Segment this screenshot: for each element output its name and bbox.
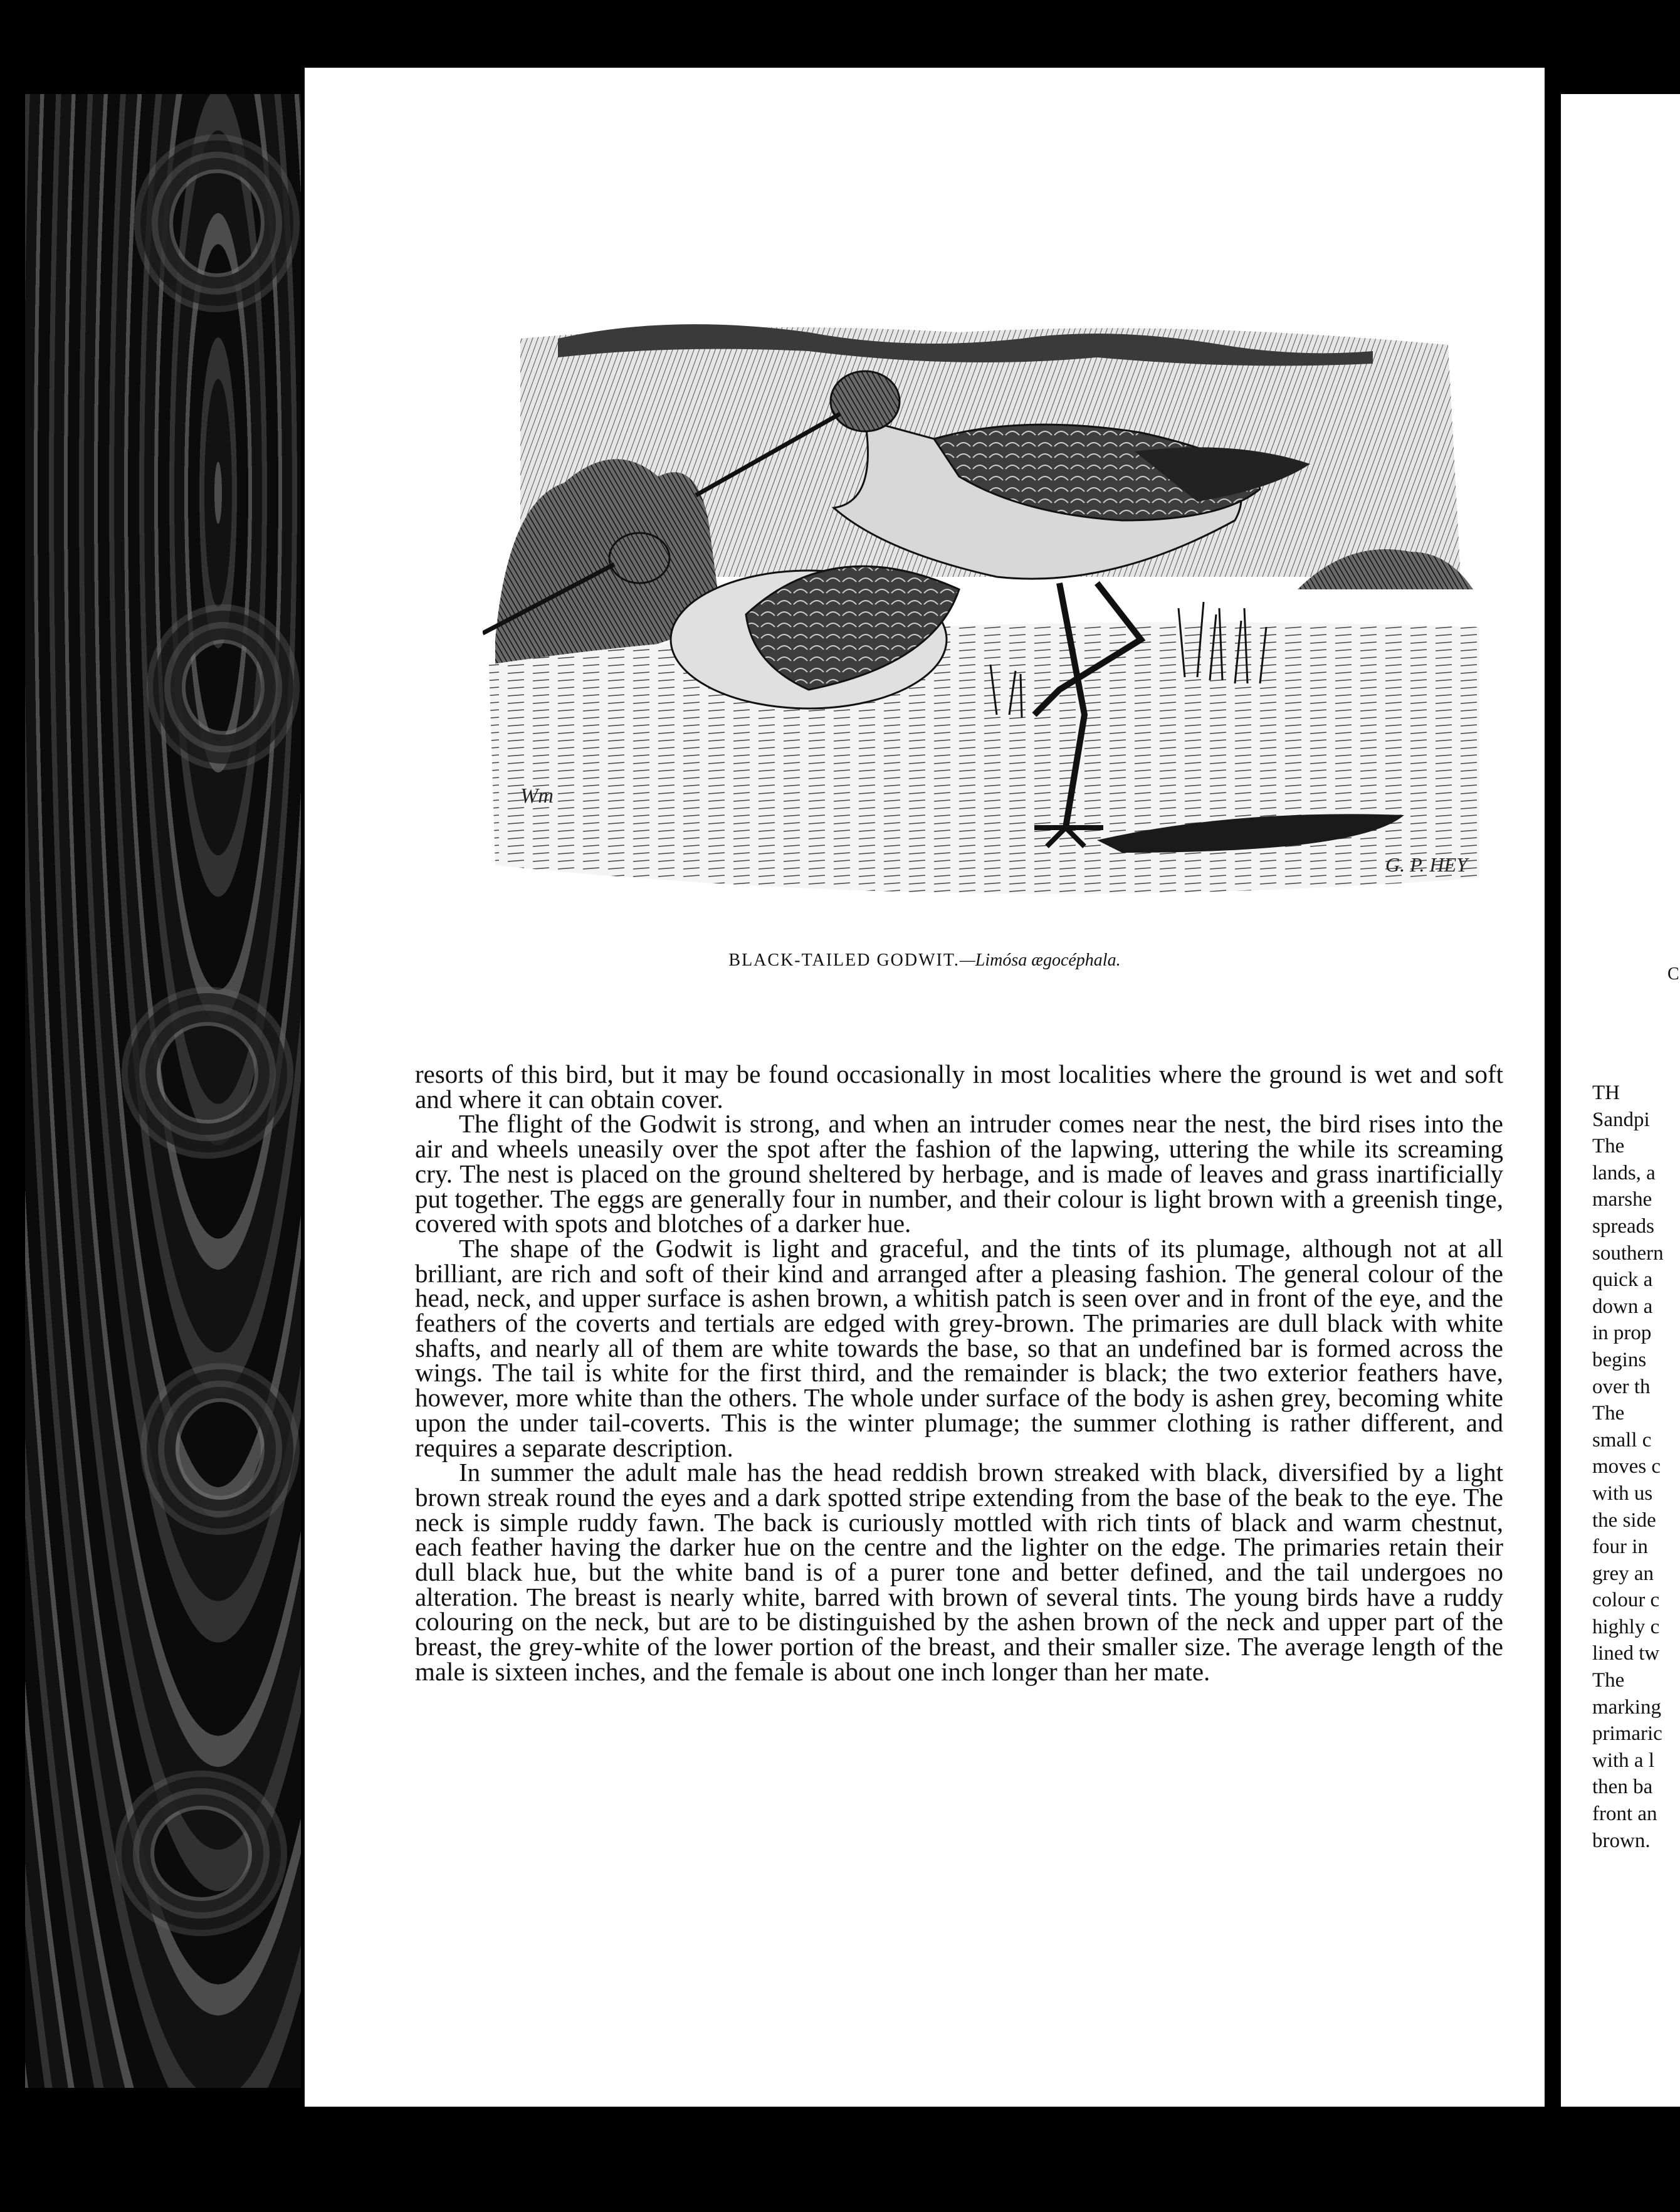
- adjacent-line: lined tw: [1592, 1642, 1660, 1665]
- marble-swirl: [176, 1398, 265, 1500]
- adjacent-line: Sandpi: [1592, 1108, 1650, 1131]
- marbled-book-edge: [25, 94, 301, 2088]
- engraving-signature-right: G. P. HEY: [1385, 853, 1467, 876]
- adjacent-line: spreads: [1592, 1214, 1654, 1238]
- adjacent-line: marshe: [1592, 1188, 1652, 1211]
- adjacent-line: small c: [1592, 1428, 1652, 1451]
- adjacent-line: down a: [1592, 1295, 1653, 1318]
- paragraph-1: resorts of this bird, but it may be found occasionally in most localities where the ground is wet and soft and where it can obtain cover.: [415, 1060, 1503, 1114]
- adjacent-line: marking: [1592, 1695, 1661, 1719]
- paragraph-2: The flight of the Godwit is strong, and when an intruder comes near the nest, the bird rises into the air and wheels uneasily over the spot after the fashion of the lapwing, uttering the while its screaming cry. The nest is placed on the ground sheltered by herbage, and is made of leaves and grass inartificially put together. The eggs are generally four in number, and their colour is light brown with a greenish tinge, covered with spots and blotches of a darker hue.: [415, 1109, 1503, 1238]
- adjacent-line: with us: [1592, 1482, 1653, 1505]
- adjacent-line: quick a: [1592, 1268, 1653, 1292]
- adjacent-line: grey an: [1592, 1562, 1654, 1585]
- adjacent-line: the side: [1592, 1509, 1656, 1532]
- adjacent-line: begins: [1592, 1348, 1647, 1371]
- adjacent-line: in prop: [1592, 1322, 1652, 1345]
- adjacent-line: then ba: [1592, 1776, 1653, 1799]
- adjacent-line: over th: [1592, 1375, 1651, 1398]
- marble-swirl: [150, 1806, 252, 1901]
- caption-species: —Limósa ægocéphala.: [959, 951, 1121, 970]
- engraving-ground: [489, 623, 1479, 894]
- adjacent-line: southern: [1592, 1241, 1664, 1265]
- paragraph-3: The shape of the Godwit is light and graceful, and the tints of its plumage, although not at all brilliant, are rich and soft of their kind and arranged after a pleasing fashion. The general colour of the head, neck, and upper surface is ashen brown, a whitish patch is seen over and in front of the eye, and the feathers of the coverts and tertials are edged with grey-brown. The primaries are dull black with white shafts, and nearly all of them are white towards the base, so that an undefined bar is formed across the wings. The tail is white for the first third, and the remainder is black; the two exterior feathers have, however, more white than the others. The whole under surface of the body is ashen grey, becoming white upon the under tail-coverts. This is the winter plumage; the summer clothing is rather different, and requires a separate description.: [415, 1233, 1503, 1462]
- engraving-signature-left: Wm: [520, 784, 554, 808]
- adjacent-line: primaric: [1592, 1722, 1662, 1746]
- adjacent-line: lands, a: [1592, 1161, 1656, 1184]
- adjacent-line: highly c: [1592, 1615, 1660, 1638]
- caption-title: BLACK-TAILED GODWIT.: [728, 951, 960, 970]
- adjacent-line: four in: [1592, 1535, 1648, 1559]
- adjacent-line: front an: [1592, 1803, 1657, 1826]
- adjacent-page-caption-fragment: C: [1667, 964, 1679, 984]
- adjacent-line: The: [1592, 1669, 1625, 1692]
- marble-swirl: [169, 169, 265, 277]
- adjacent-line: The: [1592, 1402, 1625, 1425]
- marble-swirl: [182, 640, 265, 735]
- paragraph-4: In summer the adult male has the head reddish brown streaked with black, diversified by a light brown streak round the eyes and a dark spotted stripe extending from the base of the beak to the eye. The neck is simple ruddy fawn. The back is curiously mottled with rich tints of black and warm chestnut, each feather having the darker hue on the centre and the lighter on the edge. The primaries retain their dull black hue, but the white band is of a purer tone and better defined, and the tail undergoes no alteration. The breast is nearly white, barred with brown of several tints. The young birds have a ruddy colouring on the neck, but are to be distinguished by the ashen brown of the neck and upper part of the breast, the grey-white of the lower portion of the breast, and their smaller size. The average length of the male is sixteen inches, and the female is about one inch longer than her mate.: [415, 1458, 1503, 1686]
- body-text: [415, 1062, 1503, 1685]
- adjacent-line: brown.: [1592, 1829, 1651, 1852]
- adjacent-page-text: [1592, 1080, 1680, 1854]
- adjacent-line: with a l: [1592, 1749, 1654, 1772]
- adjacent-line: moves c: [1592, 1455, 1661, 1478]
- marble-swirl: [157, 1022, 258, 1124]
- adjacent-line: colour c: [1592, 1589, 1660, 1612]
- adjacent-line: TH: [1592, 1082, 1620, 1104]
- godwit-engraving: [483, 313, 1486, 934]
- adjacent-line: The: [1592, 1135, 1625, 1158]
- figure-caption: [305, 951, 1545, 971]
